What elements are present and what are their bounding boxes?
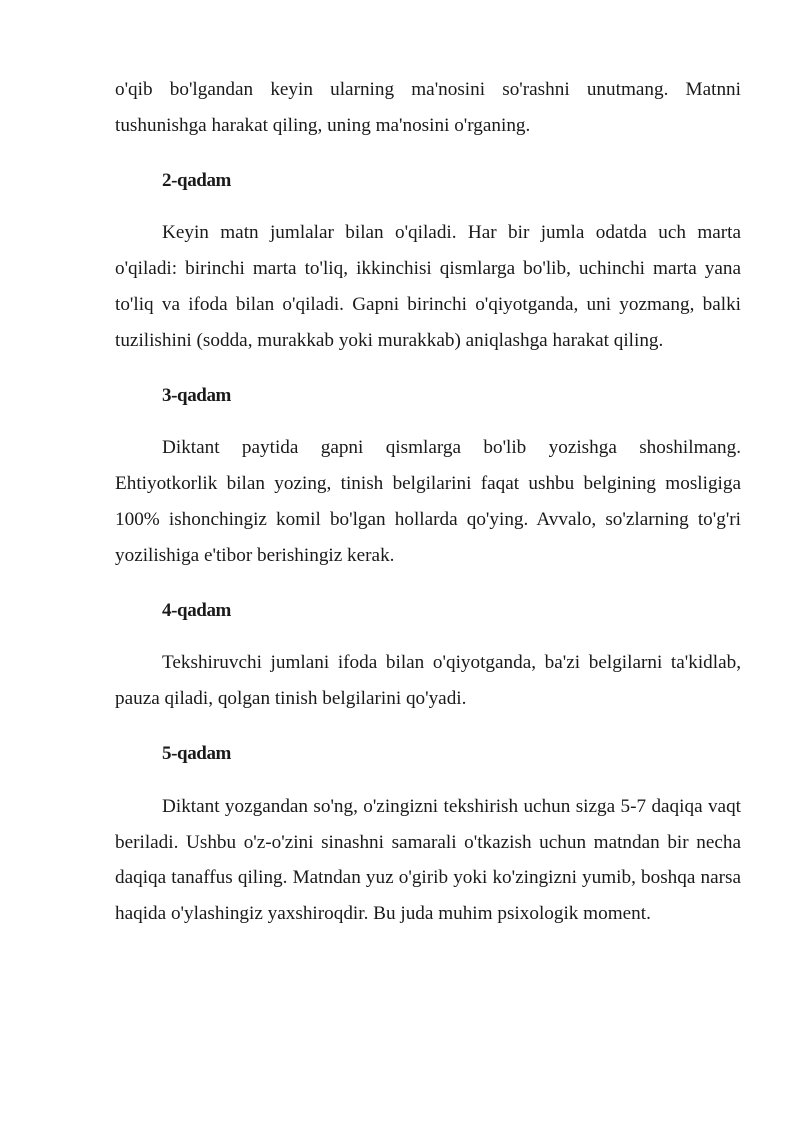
paragraph-intro: o'qib bo'lgandan keyin ularning ma'nosini so'rashni unutmang. Matnni tushunishga harakat qiling, uning ma'nosini o'rganing. xyxy=(115,79,741,136)
heading-step-5: 5-qadam xyxy=(162,742,231,764)
heading-step-4: 4-qadam xyxy=(162,599,231,621)
paragraph-step-3: Diktant paytida gapni qismlarga bo'lib yozishga shoshilmang. Ehtiyotkorlik bilan yozing, tinish belgilarini faqat ushbu belgining mosligiga 100% ishonchingiz komil bo'lgan hollarda qo'ying. Avvalo, so'zlarning to'g'ri yozilishiga e'tibor berishingiz kerak. xyxy=(115,437,741,566)
heading-step-2: 2-qadam xyxy=(162,169,231,191)
heading-step-3: 3-qadam xyxy=(162,384,231,406)
paragraph-step-5: Diktant yozgandan so'ng, o'zingizni tekshirish uchun sizga 5-7 daqiqa vaqt beriladi. Ushbu o'z-o'zini sinashni samarali o'tkazish uchun matndan bir necha daqiqa tanaffus qiling. Matndan yuz o'girib yoki ko'zingizni yumib, boshqa narsa haqida o'ylashingiz yaxshiroqdir. Bu juda muhim psixologik moment. xyxy=(115,795,741,925)
paragraph-step-4: Tekshiruvchi jumlani ifoda bilan o'qiyotganda, ba'zi belgilarni ta'kidlab, pauza qiladi, qolgan tinish belgilarini qo'yadi. xyxy=(115,652,741,710)
paragraph-step-2: Keyin matn jumlalar bilan o'qiladi. Har bir jumla odatda uch marta o'qiladi: birinchi marta to'liq, ikkinchisi qismlarga bo'lib, uchinchi marta yana to'liq va ifoda bilan o'qiladi. Gapni birinchi o'qiyotganda, uni yozmang, balki tuzilishini (sodda, murakkab yoki murakkab) aniqlashga harakat qiling. xyxy=(115,222,741,351)
document-page xyxy=(115,72,741,932)
